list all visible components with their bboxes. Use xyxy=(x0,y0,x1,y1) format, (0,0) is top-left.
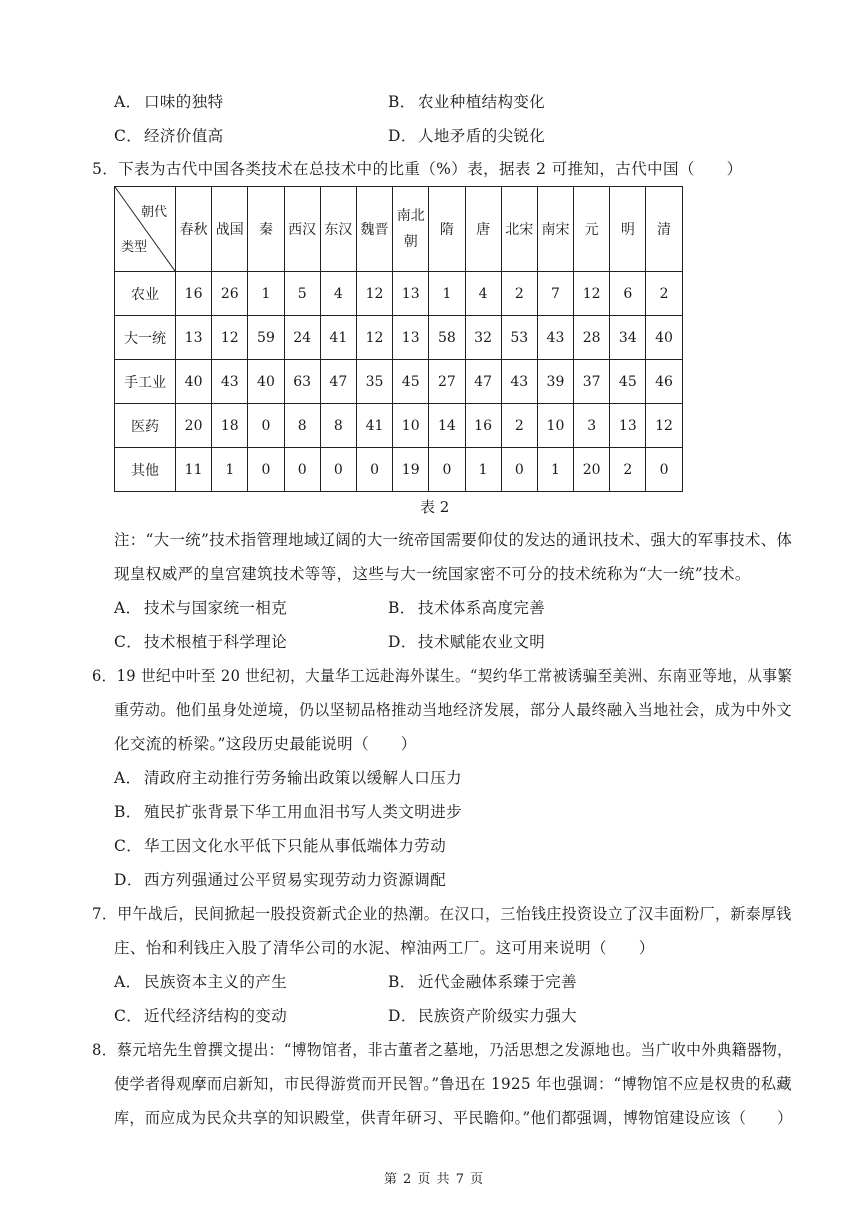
table-cell: 5 xyxy=(284,272,320,316)
table-cell: 16 xyxy=(176,272,212,316)
table-cell: 40 xyxy=(176,360,212,404)
row-type-label: 其他 xyxy=(115,448,176,492)
q4-option-a: A． 口味的独特 xyxy=(114,93,224,111)
q8-stem-line-3: 库，而应成为民众共享的知识殿堂，供青年研习、平民瞻仰。”他们都强调，博物馆建设应该（ ） xyxy=(114,1109,793,1127)
table-cell: 53 xyxy=(501,316,537,360)
table-cell: 19 xyxy=(393,448,429,492)
page-footer: 第 2 页 共 7 页 xyxy=(383,1172,485,1187)
q5-stem: 5．下表为古代中国各类技术在总技术中的比重（%）表，据表 2 可推知，古代中国（ ） xyxy=(92,160,743,178)
table-cell: 1 xyxy=(212,448,248,492)
table-cell: 63 xyxy=(284,360,320,404)
table-cell: 2 xyxy=(646,272,682,316)
q6-option-a: A． 清政府主动推行劳务输出政策以缓解人口压力 xyxy=(114,769,463,787)
table-cell: 24 xyxy=(284,316,320,360)
table-cell: 12 xyxy=(574,272,610,316)
table-cell: 11 xyxy=(176,448,212,492)
table-cell: 27 xyxy=(429,360,465,404)
table-cell: 1 xyxy=(429,272,465,316)
dynasty-header: 西汉 xyxy=(284,187,320,272)
table-cell: 40 xyxy=(646,316,682,360)
dynasty-header: 春秋 xyxy=(176,187,212,272)
table-caption: 表 2 xyxy=(420,498,450,516)
q6-stem-line-1: 6．19 世纪中叶至 20 世纪初，大量华工远赴海外谋生。“契约华工常被诱骗至美洲、东南亚等地，从事繁 xyxy=(92,667,793,685)
q5-option-c: C． 技术根植于科学理论 xyxy=(114,633,288,651)
table-cell: 0 xyxy=(248,448,284,492)
table-cell: 4 xyxy=(465,272,501,316)
diagonal-line xyxy=(115,187,175,271)
dynasty-header-text: 南北朝 xyxy=(396,208,425,250)
table-cell: 32 xyxy=(465,316,501,360)
table-cell: 0 xyxy=(429,448,465,492)
table-cell: 47 xyxy=(465,360,501,404)
corner-label-type: 类型 xyxy=(121,240,148,255)
table-cell: 8 xyxy=(284,404,320,448)
table-cell: 1 xyxy=(248,272,284,316)
q6-stem-line-2: 重劳动。他们虽身处逆境，仍以坚韧品格推动当地经济发展，部分人最终融入当地社会，成为中外文 xyxy=(114,701,792,719)
table-row-handicraft xyxy=(115,360,683,404)
table-cell: 12 xyxy=(212,316,248,360)
table-cell: 35 xyxy=(356,360,392,404)
q7-option-d: D．民族资产阶级实力强大 xyxy=(388,1007,578,1025)
q5-note-line-2: 现皇权威严的皇宫建筑技术等等，这些与大一统国家密不可分的技术统称为“大一统”技术。 xyxy=(114,565,751,583)
dynasty-header: 北宋 xyxy=(501,187,537,272)
table-cell: 40 xyxy=(248,360,284,404)
table-cell: 18 xyxy=(212,404,248,448)
table-cell: 12 xyxy=(646,404,682,448)
table-cell: 45 xyxy=(393,360,429,404)
q7-option-c: C． 近代经济结构的变动 xyxy=(114,1007,288,1025)
table-cell: 10 xyxy=(537,404,573,448)
table-cell: 28 xyxy=(574,316,610,360)
table-cell: 14 xyxy=(429,404,465,448)
table-cell: 0 xyxy=(356,448,392,492)
q6-option-b: B． 殖民扩张背景下华工用血泪书写人类文明进步 xyxy=(114,803,463,821)
table-cell: 37 xyxy=(574,360,610,404)
table-cell: 0 xyxy=(248,404,284,448)
q5-option-b: B． 技术体系高度完善 xyxy=(388,599,546,617)
table-cell: 13 xyxy=(610,404,646,448)
table-cell: 47 xyxy=(320,360,356,404)
table-cell: 0 xyxy=(284,448,320,492)
table-cell: 10 xyxy=(393,404,429,448)
table-cell: 45 xyxy=(610,360,646,404)
table-cell: 43 xyxy=(537,316,573,360)
q5-option-d: D．技术赋能农业文明 xyxy=(388,633,546,651)
q6-stem-line-3: 化交流的桥梁。”这段历史最能说明（ ） xyxy=(114,735,417,753)
table-cell: 8 xyxy=(320,404,356,448)
table-header-row xyxy=(115,187,683,272)
table-cell: 39 xyxy=(537,360,573,404)
table-cell: 26 xyxy=(212,272,248,316)
table-cell: 2 xyxy=(501,272,537,316)
table-cell: 0 xyxy=(646,448,682,492)
table-cell: 12 xyxy=(356,316,392,360)
dynasty-header: 魏晋 xyxy=(356,187,392,272)
q7-option-b: B． 近代金融体系臻于完善 xyxy=(388,973,578,991)
table-cell: 7 xyxy=(537,272,573,316)
table-cell: 1 xyxy=(465,448,501,492)
table-cell: 12 xyxy=(356,272,392,316)
q8-stem-line-2: 使学者得观摩而启新知，市民得游赏而开民智。”鲁迅在 1925 年也强调：“博物馆不应是权贵的私藏 xyxy=(114,1075,792,1093)
table-cell: 2 xyxy=(610,448,646,492)
q4-option-d: D．人地矛盾的尖锐化 xyxy=(388,127,546,145)
table-cell: 16 xyxy=(465,404,501,448)
table-cell: 6 xyxy=(610,272,646,316)
dynasty-header: 隋 xyxy=(429,187,465,272)
table-row-unification xyxy=(115,316,683,360)
table-cell: 41 xyxy=(320,316,356,360)
table-cell: 20 xyxy=(176,404,212,448)
table-cell: 46 xyxy=(646,360,682,404)
q6-option-d: D．西方列强通过公平贸易实现劳动力资源调配 xyxy=(114,871,447,889)
dynasty-header: 元 xyxy=(574,187,610,272)
q7-option-a: A． 民族资本主义的产生 xyxy=(114,973,288,991)
dynasty-header: 战国 xyxy=(212,187,248,272)
row-type-label: 大一统 xyxy=(115,316,176,360)
table-cell: 3 xyxy=(574,404,610,448)
q7-stem-line-1: 7．甲午战后，民间掀起一股投资新式企业的热潮。在汉口，三怡钱庄投资设立了汉丰面粉厂，新泰厚钱 xyxy=(92,905,792,923)
table-cell: 1 xyxy=(537,448,573,492)
dynasty-header: 南宋 xyxy=(537,187,573,272)
dynasty-header: 东汉 xyxy=(320,187,356,272)
technology-share-table xyxy=(114,186,683,492)
table-cell: 43 xyxy=(212,360,248,404)
row-type-label: 农业 xyxy=(115,272,176,316)
table-cell: 13 xyxy=(393,316,429,360)
dynasty-header: 秦 xyxy=(248,187,284,272)
table-cell: 13 xyxy=(393,272,429,316)
table-cell: 20 xyxy=(574,448,610,492)
q5-option-a: A． 技术与国家统一相克 xyxy=(114,599,288,617)
table-corner-cell xyxy=(115,187,176,272)
q8-stem-line-1: 8．蔡元培先生曾撰文提出：“博物馆者，非古董者之墓地，乃活思想之发源地也。当广收中外典籍器物， xyxy=(92,1041,793,1059)
q7-stem-line-2: 庄、怡和利钱庄入股了清华公司的水泥、榨油两工厂。这可用来说明（ ） xyxy=(114,939,655,957)
q4-option-b: B． 农业种植结构变化 xyxy=(388,93,546,111)
table-cell: 34 xyxy=(610,316,646,360)
row-type-label: 医药 xyxy=(115,404,176,448)
table-cell: 58 xyxy=(429,316,465,360)
corner-label-dynasty: 朝代 xyxy=(140,205,167,220)
table-row-medicine xyxy=(115,404,683,448)
table-row-other xyxy=(115,448,683,492)
table-cell: 41 xyxy=(356,404,392,448)
table-cell: 4 xyxy=(320,272,356,316)
table-cell: 0 xyxy=(320,448,356,492)
dynasty-header: 明 xyxy=(610,187,646,272)
dynasty-header: 清 xyxy=(646,187,682,272)
q4-option-c: C． 经济价值高 xyxy=(114,127,224,145)
table-cell: 2 xyxy=(501,404,537,448)
q5-note-line-1: 注：“大一统”技术指管理地域辽阔的大一统帝国需要仰仗的发达的通讯技术、强大的军事技术、体 xyxy=(114,531,793,549)
table-cell: 0 xyxy=(501,448,537,492)
table-row-agriculture xyxy=(115,272,683,316)
row-type-label: 手工业 xyxy=(115,360,176,404)
table-cell: 43 xyxy=(501,360,537,404)
q6-option-c: C． 华工因文化水平低下只能从事低端体力劳动 xyxy=(114,837,447,855)
dynasty-header: 唐 xyxy=(465,187,501,272)
dynasty-header xyxy=(393,187,429,272)
table-cell: 59 xyxy=(248,316,284,360)
table-cell: 13 xyxy=(176,316,212,360)
